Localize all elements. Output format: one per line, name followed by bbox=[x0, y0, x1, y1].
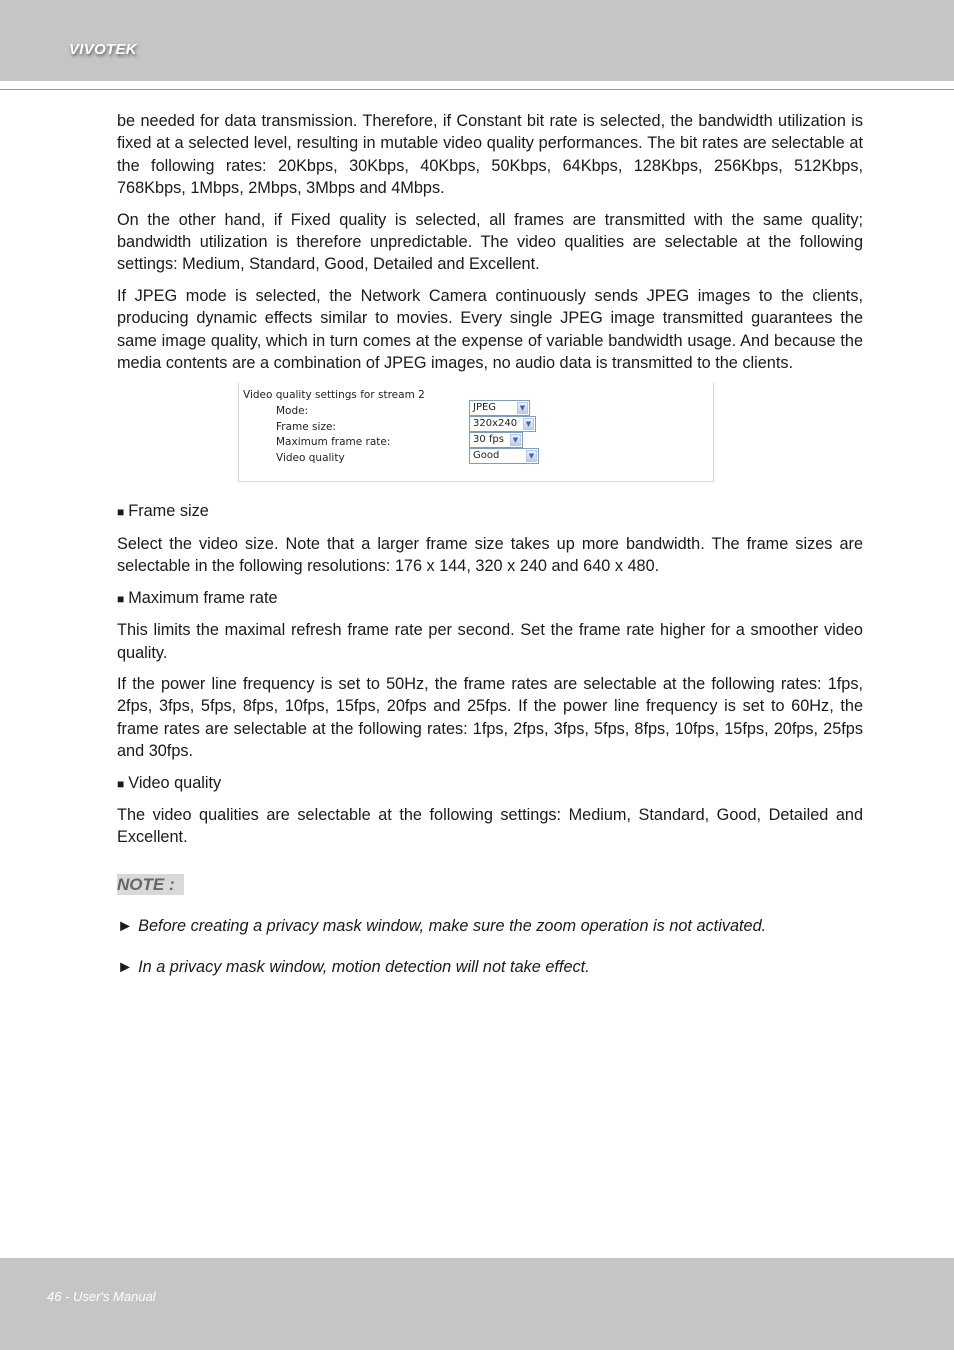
video-quality-select-value: Good bbox=[473, 450, 500, 462]
square-bullet-icon: ■ bbox=[117, 776, 125, 791]
paragraph-jpeg-mode: If JPEG mode is selected, the Network Camera continuously sends JPEG images to the clients, producing dynamic effects similar to movies. Every single JPEG image transmitted guarantees the same image quality, which in turn comes at the expense of variable bandwidth usage. And because the media contents are a combination of JPEG images, no audio data is transmitted to the clients. bbox=[117, 286, 863, 373]
frame-size-label: Frame size: bbox=[276, 421, 336, 434]
max-frame-rate-label: Maximum frame rate: bbox=[276, 436, 391, 449]
paragraph-max-frame-rate-2: If the power line frequency is set to 50Hz, the frame rates are selectable at the following rates: 1fps, 2fps, 3fps, 5fps, 8fps, 10fps, 15fps, 20fps and 25fps. If the power line frequency is set to 60Hz, the frame rates are selectable at the following rates: 1fps, 2fps, 3fps, 5fps, 8fps, 10fps, 15fps, 20fps, 25fps and 30fps. bbox=[117, 674, 863, 761]
note-item bbox=[117, 956, 863, 978]
video-quality-label: Video quality bbox=[276, 452, 345, 465]
settings-title: Video quality settings for stream 2 bbox=[243, 389, 425, 402]
chevron-down-icon: ▼ bbox=[523, 418, 534, 430]
note-item-text: Before creating a privacy mask window, make sure the zoom operation is not activated. bbox=[138, 917, 767, 936]
paragraph-max-frame-rate-1: This limits the maximal refresh frame rate per second. Set the frame rate higher for a smoother video quality. bbox=[117, 621, 863, 662]
video-quality-select[interactable] bbox=[469, 448, 539, 464]
heading-max-frame-rate-text: Maximum frame rate bbox=[128, 588, 278, 607]
triangle-bullet-icon: ► bbox=[117, 958, 134, 977]
video-quality-settings-screenshot bbox=[238, 383, 714, 482]
mode-label: Mode: bbox=[276, 405, 309, 418]
chevron-down-icon: ▼ bbox=[510, 434, 521, 446]
page-content bbox=[117, 110, 863, 978]
mode-select[interactable] bbox=[469, 400, 530, 416]
header-divider bbox=[0, 89, 954, 90]
chevron-down-icon: ▼ bbox=[526, 450, 537, 462]
note-label: NOTE : bbox=[117, 874, 184, 895]
paragraph-fixed-quality: On the other hand, if Fixed quality is selected, all frames are transmitted with the same quality; bandwidth utilization is therefore unpredictable. The video qualities are selectable at the following settings: Medium, Standard, Good, Detailed and Excellent. bbox=[117, 210, 863, 274]
paragraph-frame-size: Select the video size. Note that a larger frame size takes up more bandwidth. The frame sizes are selectable in the following resolutions: 176 x 144, 320 x 240 and 640 x 480. bbox=[117, 534, 863, 576]
paragraph-video-quality: The video qualities are selectable at the following settings: Medium, Standard, Good, Detailed and Excellent. bbox=[117, 805, 863, 847]
footer-page-number: 46 - User's Manual bbox=[47, 1289, 156, 1304]
heading-video-quality bbox=[117, 772, 863, 795]
frame-size-select-value: 320x240 bbox=[473, 418, 518, 430]
page-footer bbox=[0, 1258, 954, 1350]
square-bullet-icon: ■ bbox=[117, 591, 125, 606]
heading-frame-size-text: Frame size bbox=[128, 502, 209, 521]
note-item bbox=[117, 915, 863, 937]
heading-max-frame-rate bbox=[117, 587, 863, 610]
paragraph-constant-bit-rate: be needed for data transmission. Therefore, if Constant bit rate is selected, the bandwidth utilization is fixed at a selected level, resulting in mutable video quality performances. The bit rates are selectable at the following rates: 20Kbps, 30Kbps, 40Kbps, 50Kbps, 64Kbps, 128Kbps, 256Kbps, 512Kbps, 768Kbps, 1Mbps, 2Mbps, 3Mbps and 4Mbps. bbox=[117, 112, 863, 198]
frame-size-select[interactable] bbox=[469, 416, 536, 432]
chevron-down-icon: ▼ bbox=[517, 402, 528, 414]
max-frame-rate-select[interactable] bbox=[469, 432, 523, 448]
heading-video-quality-text: Video quality bbox=[128, 773, 222, 792]
max-frame-rate-select-value: 30 fps bbox=[473, 434, 504, 446]
brand-logo: VIVOTEK bbox=[69, 41, 137, 58]
triangle-bullet-icon: ► bbox=[117, 917, 134, 936]
page-header bbox=[0, 0, 954, 81]
note-item-text: In a privacy mask window, motion detection will not take effect. bbox=[138, 958, 590, 977]
heading-frame-size bbox=[117, 500, 863, 523]
mode-select-value: JPEG bbox=[473, 402, 497, 414]
square-bullet-icon: ■ bbox=[117, 505, 125, 520]
